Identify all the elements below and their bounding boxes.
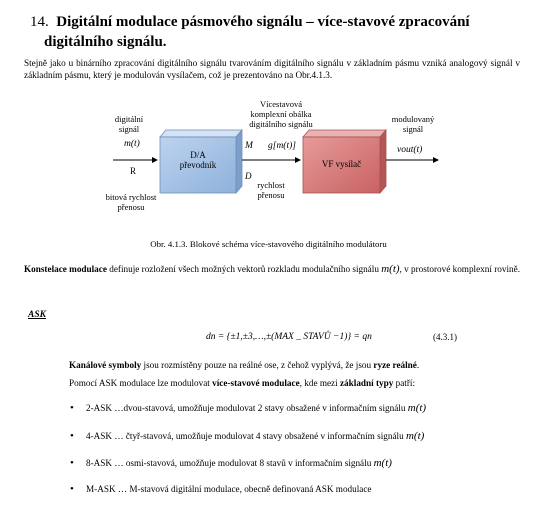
da-block-label: D/A převodník xyxy=(179,150,217,170)
ask-heading: ASK xyxy=(28,310,46,320)
da-block-side xyxy=(236,130,242,193)
vf-block-label: VF vysílač xyxy=(321,159,362,169)
list-item: 4-ASK … čtyř-stavová, umožňuje modulovat 4 stavy obsažené v informačním signálu m(t) xyxy=(86,430,425,442)
speed-label: rychlost přenosu xyxy=(257,180,285,200)
symbols-paragraph: Kanálové symboly jsou rozmístěny pouze na reálné ose, z čehož vyplývá, že jsou ryze reálné. xyxy=(69,360,420,370)
constellation-mt: m(t) xyxy=(381,263,400,275)
intro-paragraph: Stejně jako u binárního zpracování digitálního signálu tvarováním digitálního signálu v základním pásmu vzniká analogový signál v základním pásmu, který je modulován vysílačem, což je prezentováno na Obr.4.1.3. xyxy=(24,58,520,80)
bullet-dot: • xyxy=(70,483,74,495)
input-m-label: m(t) xyxy=(124,139,140,149)
envelope-g-label: g[m(t)] xyxy=(268,141,296,151)
section-number: 14. xyxy=(30,14,49,30)
list-item: 8-ASK … osmi-stavová, umožňuje modulovat 8 stavů v informačním signálu m(t) xyxy=(86,457,392,469)
section-title-line2: digitálního signálu. xyxy=(44,34,167,50)
input-r-label: R xyxy=(130,166,137,176)
section-title-line1: Digitální modulace pásmového signálu – více-stavové zpracování xyxy=(56,14,470,30)
input-label: digitální signál xyxy=(114,114,144,134)
figure-caption: Obr. 4.1.3. Blokové schéma více-stavového digitálního modulátoru xyxy=(150,239,387,249)
constellation-term: Konstelace modulace xyxy=(24,264,107,274)
da-block-top xyxy=(160,130,242,137)
ask-types-paragraph: Pomocí ASK modulace lze modulovat více-stavové modulace, kde mezi základní typy patří: xyxy=(69,378,416,388)
bullet-dot: • xyxy=(70,402,74,414)
formula-number: (4.3.1) xyxy=(433,332,457,342)
bullet-dot: • xyxy=(70,430,74,442)
output-label: modulovaný signál xyxy=(391,114,435,134)
formula: dn = {±1,±3,…,±(MAX _ STAVŮ −1)} = qn xyxy=(206,332,372,342)
constellation-paragraph: Konstelace modulace definuje rozložení všech možných vektorů rozkladu modulačního signálu m(t), v prostorové komplexní rovině. xyxy=(24,263,520,275)
vf-block-top xyxy=(303,130,386,137)
bullet-dot: • xyxy=(70,457,74,469)
signal-d-label: D xyxy=(245,171,252,181)
output-v-label: vout(t) xyxy=(397,145,423,155)
signal-m-label: M xyxy=(245,141,253,151)
bitrate-label: bitová rychlost přenosu xyxy=(105,192,157,212)
envelope-label: Vícestavová komplexní obálka digitálního signálu xyxy=(249,99,313,129)
block-diagram xyxy=(0,96,537,236)
section-heading xyxy=(30,12,530,52)
list-item: M-ASK … M-stavová digitální modulace, obecně definovaná ASK modulace xyxy=(86,484,372,494)
list-item: 2-ASK …dvou-stavová, umožňuje modulovat 2 stavy obsažené v informačním signálu m(t) xyxy=(86,402,427,414)
vf-block-side xyxy=(380,130,386,193)
